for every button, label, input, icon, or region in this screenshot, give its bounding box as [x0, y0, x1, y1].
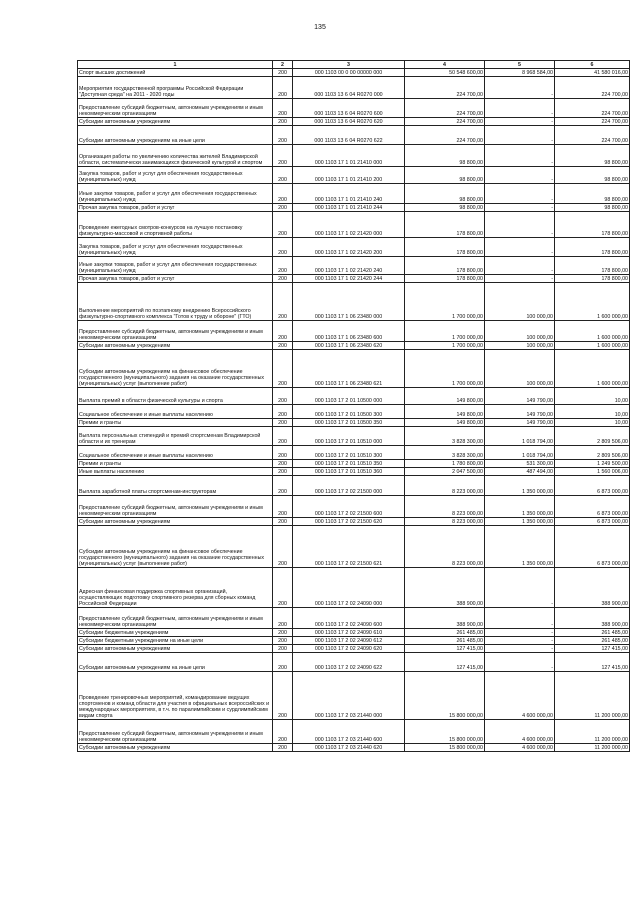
row-approved: 149 800,00 [405, 388, 485, 405]
row-remaining: 388 900,00 [555, 608, 630, 629]
row-executed: 149 790,00 [485, 419, 555, 427]
row-code: 200 [273, 321, 293, 342]
row-code: 200 [273, 446, 293, 460]
row-approved: 127 415,00 [405, 645, 485, 653]
row-approved: 15 800 000,00 [405, 720, 485, 744]
row-name: Иные выплаты населению [78, 468, 273, 476]
row-approved: 1 700 000,00 [405, 342, 485, 350]
table-row [78, 118, 630, 126]
row-kbk: 000 1103 17 2 02 24090 622 [293, 653, 405, 672]
row-name: Иные закупки товаров, работ и услуг для обеспечения государственных (муниципальных) нужд [78, 257, 273, 275]
row-kbk: 000 1103 17 2 03 21440 620 [293, 744, 405, 752]
row-kbk: 000 1103 17 2 01 10510 360 [293, 468, 405, 476]
row-remaining: 1 560 006,00 [555, 468, 630, 476]
table-row [78, 476, 630, 496]
row-executed: 1 018 794,00 [485, 446, 555, 460]
table-row [78, 672, 630, 720]
row-executed: - [485, 275, 555, 283]
row-code: 200 [273, 629, 293, 637]
row-executed: - [485, 167, 555, 184]
row-approved: 1 780 800,00 [405, 460, 485, 468]
row-name: Предоставление субсидий бюджетным, автономным учреждениям и иным некоммерческим организациям [78, 99, 273, 118]
row-approved: 388 900,00 [405, 608, 485, 629]
row-remaining: 224 700,00 [555, 99, 630, 118]
row-kbk: 000 1103 17 1 02 21420 240 [293, 257, 405, 275]
table-row [78, 212, 630, 238]
row-remaining: 98 800,00 [555, 145, 630, 167]
row-approved: 224 700,00 [405, 118, 485, 126]
row-code: 200 [273, 167, 293, 184]
row-remaining: 6 873 000,00 [555, 476, 630, 496]
row-kbk: 000 1103 17 2 01 10500 000 [293, 388, 405, 405]
table-row [78, 637, 630, 645]
row-remaining: 261 485,00 [555, 637, 630, 645]
row-kbk: 000 1103 17 2 03 21440 000 [293, 672, 405, 720]
row-approved: 261 485,00 [405, 637, 485, 645]
row-kbk: 000 1103 17 2 02 21500 620 [293, 518, 405, 526]
row-kbk: 000 1103 17 2 02 24090 610 [293, 629, 405, 637]
row-code: 200 [273, 257, 293, 275]
row-name: Субсидии автономным учреждениям на иные цели [78, 653, 273, 672]
row-name: Предоставление субсидий бюджетным, автономным учреждениям и иным некоммерческим организациям [78, 321, 273, 342]
row-executed: 1 350 000,00 [485, 476, 555, 496]
row-name: Выплата заработной платы спортсменам-инструкторам [78, 476, 273, 496]
row-code: 200 [273, 283, 293, 321]
row-approved: 1 700 000,00 [405, 321, 485, 342]
table-row [78, 405, 630, 419]
row-approved: 8 223 000,00 [405, 518, 485, 526]
row-approved: 178 800,00 [405, 238, 485, 257]
table-row [78, 568, 630, 608]
row-name: Выполнение мероприятий по поэтапному внедрению Всероссийского физкультурно-спортивного комплекса "Готов к труду и обороне" (ГТО) [78, 283, 273, 321]
table-row [78, 468, 630, 476]
table-row [78, 653, 630, 672]
row-code: 200 [273, 568, 293, 608]
row-executed: - [485, 568, 555, 608]
row-executed: 8 968 584,00 [485, 69, 555, 77]
row-remaining: 1 600 000,00 [555, 342, 630, 350]
table-row [78, 321, 630, 342]
row-remaining: 224 700,00 [555, 118, 630, 126]
table-row [78, 350, 630, 388]
row-executed: 100 000,00 [485, 283, 555, 321]
row-approved: 178 800,00 [405, 257, 485, 275]
row-remaining: 6 873 000,00 [555, 518, 630, 526]
row-kbk: 000 1103 17 2 02 21500 600 [293, 496, 405, 518]
row-name: Организация работы по увеличению количества жителей Владимирской области, систематически занимающихся физической культурой и спортом [78, 145, 273, 167]
row-kbk: 000 1103 17 2 02 24090 620 [293, 645, 405, 653]
row-remaining: 1 249 500,00 [555, 460, 630, 468]
row-approved: 3 828 300,00 [405, 446, 485, 460]
row-approved: 388 900,00 [405, 568, 485, 608]
row-code: 200 [273, 388, 293, 405]
row-remaining: 2 809 506,00 [555, 446, 630, 460]
row-approved: 8 223 000,00 [405, 496, 485, 518]
header-cell: 3 [293, 61, 405, 69]
row-approved: 98 800,00 [405, 204, 485, 212]
row-approved: 3 828 300,00 [405, 427, 485, 446]
row-executed: - [485, 257, 555, 275]
budget-table [77, 60, 630, 752]
table-row [78, 608, 630, 629]
row-name: Предоставление субсидий бюджетным, автономным учреждениям и иным некоммерческим организациям [78, 720, 273, 744]
row-approved: 224 700,00 [405, 77, 485, 99]
row-remaining: 10,00 [555, 405, 630, 419]
row-executed: 149 790,00 [485, 405, 555, 419]
table-row [78, 342, 630, 350]
table-row [78, 69, 630, 77]
row-remaining: 178 800,00 [555, 238, 630, 257]
row-name: Проведение тренировочных мероприятий, командирование ведущих спортсменов и команд области для участия в официальных всероссийских и международных мероприятиях, в т.ч. по паралимпийским и сурдлимпийским видам спорта [78, 672, 273, 720]
row-name: Субсидии автономным учреждениям на финансовое обеспечение государственного (муниципального) задания на оказание государственных (муниципальных) услуг (выполнение работ) [78, 350, 273, 388]
row-executed: - [485, 118, 555, 126]
row-name: Мероприятия государственной программы Российской Федерации "Доступная среда" на 2011 - 2020 годы [78, 77, 273, 99]
row-remaining: 11 200 000,00 [555, 744, 630, 752]
table-row [78, 744, 630, 752]
row-approved: 149 800,00 [405, 419, 485, 427]
row-name: Выплата премий в области физической культуры и спорта [78, 388, 273, 405]
row-kbk: 000 1103 17 1 06 23480 620 [293, 342, 405, 350]
table-row [78, 645, 630, 653]
table-row [78, 126, 630, 145]
row-executed: 1 350 000,00 [485, 526, 555, 568]
row-code: 200 [273, 645, 293, 653]
row-remaining: 11 200 000,00 [555, 672, 630, 720]
row-kbk: 000 1103 17 2 02 24090 600 [293, 608, 405, 629]
table-row [78, 145, 630, 167]
row-executed: - [485, 608, 555, 629]
row-code: 200 [273, 427, 293, 446]
row-kbk: 000 1103 13 6 04 R0270 000 [293, 77, 405, 99]
row-kbk: 000 1103 17 2 02 21500 000 [293, 476, 405, 496]
row-kbk: 000 1103 17 1 01 21410 240 [293, 184, 405, 204]
row-code: 200 [273, 460, 293, 468]
row-executed: - [485, 238, 555, 257]
row-code: 200 [273, 653, 293, 672]
row-name: Проведение ежегодных смотров-конкурсов на лучшую постановку физкультурно-массовой и спортивной работы [78, 212, 273, 238]
row-executed: - [485, 99, 555, 118]
header-cell: 2 [273, 61, 293, 69]
row-code: 200 [273, 720, 293, 744]
row-code: 200 [273, 238, 293, 257]
row-executed: 1 350 000,00 [485, 496, 555, 518]
row-approved: 178 800,00 [405, 212, 485, 238]
row-code: 200 [273, 275, 293, 283]
row-code: 200 [273, 405, 293, 419]
row-remaining: 178 800,00 [555, 275, 630, 283]
row-executed: 149 790,00 [485, 388, 555, 405]
row-code: 200 [273, 118, 293, 126]
row-name: Субсидии автономным учреждениям [78, 118, 273, 126]
row-kbk: 000 1103 17 1 02 21420 000 [293, 212, 405, 238]
row-name: Прочая закупка товаров, работ и услуг [78, 204, 273, 212]
row-executed: - [485, 212, 555, 238]
row-kbk: 000 1103 00 0 00 00000 000 [293, 69, 405, 77]
row-approved: 178 800,00 [405, 275, 485, 283]
row-code: 200 [273, 608, 293, 629]
row-name: Субсидии бюджетным учреждениям на иные цели [78, 637, 273, 645]
table-row [78, 77, 630, 99]
table-row [78, 99, 630, 118]
row-approved: 8 223 000,00 [405, 526, 485, 568]
row-name: Прочая закупка товаров, работ и услуг [78, 275, 273, 283]
row-executed: 4 600 000,00 [485, 720, 555, 744]
row-kbk: 000 1103 13 6 04 R0270 600 [293, 99, 405, 118]
table-row [78, 184, 630, 204]
row-code: 200 [273, 672, 293, 720]
table-row [78, 629, 630, 637]
row-kbk: 000 1103 17 2 01 10510 000 [293, 427, 405, 446]
row-kbk: 000 1103 17 2 01 10510 300 [293, 446, 405, 460]
row-remaining: 388 900,00 [555, 568, 630, 608]
row-approved: 224 700,00 [405, 99, 485, 118]
row-code: 200 [273, 126, 293, 145]
row-name: Выплата персональных стипендий и премий спортсменам Владимирской области и их тренерам [78, 427, 273, 446]
row-code: 200 [273, 518, 293, 526]
row-kbk: 000 1103 17 1 02 21420 200 [293, 238, 405, 257]
row-remaining: 127 415,00 [555, 653, 630, 672]
header-cell: 6 [555, 61, 630, 69]
row-approved: 261 485,00 [405, 629, 485, 637]
row-name: Премии и гранты [78, 419, 273, 427]
table-row [78, 526, 630, 568]
table-row [78, 427, 630, 446]
row-code: 200 [273, 204, 293, 212]
row-executed: 1 350 000,00 [485, 518, 555, 526]
row-approved: 98 800,00 [405, 167, 485, 184]
row-kbk: 000 1103 17 2 02 24090 612 [293, 637, 405, 645]
row-approved: 15 800 000,00 [405, 672, 485, 720]
row-code: 200 [273, 99, 293, 118]
row-kbk: 000 1103 17 2 03 21440 600 [293, 720, 405, 744]
table-row [78, 204, 630, 212]
row-code: 200 [273, 350, 293, 388]
row-name: Субсидии автономным учреждениям [78, 645, 273, 653]
row-kbk: 000 1103 17 2 02 21500 621 [293, 526, 405, 568]
row-remaining: 11 200 000,00 [555, 720, 630, 744]
table-row [78, 388, 630, 405]
row-name: Субсидии автономным учреждениям [78, 744, 273, 752]
row-kbk: 000 1103 17 1 01 21410 000 [293, 145, 405, 167]
row-executed: - [485, 653, 555, 672]
row-approved: 98 800,00 [405, 184, 485, 204]
row-executed: - [485, 645, 555, 653]
row-name: Адресная финансовая поддержка спортивных организаций, осуществляющих подготовку спортивного резерва для сборных команд Российской Федерации [78, 568, 273, 608]
table-row [78, 518, 630, 526]
row-approved: 2 047 500,00 [405, 468, 485, 476]
row-name: Закупка товаров, работ и услуг для обеспечения государственных (муниципальных) нужд [78, 238, 273, 257]
row-name: Субсидии автономным учреждениям [78, 342, 273, 350]
row-executed: - [485, 77, 555, 99]
row-executed: 487 494,00 [485, 468, 555, 476]
row-executed: 100 000,00 [485, 342, 555, 350]
row-kbk: 000 1103 17 1 01 21410 244 [293, 204, 405, 212]
table-row [78, 257, 630, 275]
row-code: 200 [273, 145, 293, 167]
row-approved: 98 800,00 [405, 145, 485, 167]
row-executed: 4 600 000,00 [485, 744, 555, 752]
row-executed: 100 000,00 [485, 321, 555, 342]
table-row [78, 238, 630, 257]
row-remaining: 1 600 000,00 [555, 321, 630, 342]
row-code: 200 [273, 342, 293, 350]
row-executed: 531 300,00 [485, 460, 555, 468]
row-executed: 4 600 000,00 [485, 672, 555, 720]
row-name: Иные закупки товаров, работ и услуг для обеспечения государственных (муниципальных) нужд [78, 184, 273, 204]
row-remaining: 98 800,00 [555, 167, 630, 184]
row-name: Социальное обеспечение и иные выплаты населению [78, 405, 273, 419]
row-remaining: 2 809 506,00 [555, 427, 630, 446]
header-cell: 5 [485, 61, 555, 69]
row-approved: 1 700 000,00 [405, 283, 485, 321]
row-approved: 8 223 000,00 [405, 476, 485, 496]
header-cell: 4 [405, 61, 485, 69]
row-executed: - [485, 184, 555, 204]
row-remaining: 1 600 000,00 [555, 283, 630, 321]
row-name: Социальное обеспечение и иные выплаты населению [78, 446, 273, 460]
row-executed: 1 018 794,00 [485, 427, 555, 446]
row-executed: 100 000,00 [485, 350, 555, 388]
row-kbk: 000 1103 17 1 02 21420 244 [293, 275, 405, 283]
row-remaining: 127 415,00 [555, 645, 630, 653]
row-code: 200 [273, 468, 293, 476]
row-remaining: 6 873 000,00 [555, 496, 630, 518]
page-number: 135 [314, 24, 326, 31]
row-executed: - [485, 145, 555, 167]
row-remaining: 41 580 016,00 [555, 69, 630, 77]
row-remaining: 98 800,00 [555, 204, 630, 212]
table-row [78, 446, 630, 460]
table-row [78, 720, 630, 744]
row-code: 200 [273, 212, 293, 238]
row-name: Субсидии автономным учреждениям [78, 518, 273, 526]
table-row [78, 419, 630, 427]
row-remaining: 6 873 000,00 [555, 526, 630, 568]
row-executed: - [485, 629, 555, 637]
row-name: Предоставление субсидий бюджетным, автономным учреждениям и иным некоммерческим организациям [78, 608, 273, 629]
row-approved: 1 700 000,00 [405, 350, 485, 388]
table-row [78, 496, 630, 518]
row-code: 200 [273, 184, 293, 204]
row-kbk: 000 1103 17 2 01 10510 350 [293, 460, 405, 468]
row-name: Премии и гранты [78, 460, 273, 468]
row-executed: - [485, 204, 555, 212]
row-executed: - [485, 126, 555, 145]
row-remaining: 10,00 [555, 419, 630, 427]
row-executed: - [485, 637, 555, 645]
row-name: Закупка товаров, работ и услуг для обеспечения государственных (муниципальных) нужд [78, 167, 273, 184]
row-kbk: 000 1103 13 6 04 R0270 622 [293, 126, 405, 145]
row-approved: 127 415,00 [405, 653, 485, 672]
row-approved: 15 800 000,00 [405, 744, 485, 752]
row-name: Предоставление субсидий бюджетным, автономным учреждениям и иным некоммерческим организациям [78, 496, 273, 518]
row-remaining: 178 800,00 [555, 212, 630, 238]
table-row [78, 275, 630, 283]
row-kbk: 000 1103 17 2 01 10500 300 [293, 405, 405, 419]
row-code: 200 [273, 637, 293, 645]
row-name: Субсидии автономным учреждениям на финансовое обеспечение государственного (муниципального) задания на оказание государственных (муниципальных) услуг (выполнение работ) [78, 526, 273, 568]
row-remaining: 261 485,00 [555, 629, 630, 637]
row-kbk: 000 1103 17 1 06 23480 621 [293, 350, 405, 388]
row-remaining: 224 700,00 [555, 77, 630, 99]
row-name: Субсидии бюджетным учреждениям [78, 629, 273, 637]
row-kbk: 000 1103 17 1 01 21410 200 [293, 167, 405, 184]
row-kbk: 000 1103 13 6 04 R0270 620 [293, 118, 405, 126]
row-code: 200 [273, 744, 293, 752]
header-cell: 1 [78, 61, 273, 69]
row-kbk: 000 1103 17 1 06 23480 600 [293, 321, 405, 342]
row-approved: 50 548 600,00 [405, 69, 485, 77]
row-code: 200 [273, 419, 293, 427]
row-kbk: 000 1103 17 1 06 23480 000 [293, 283, 405, 321]
row-approved: 224 700,00 [405, 126, 485, 145]
row-code: 200 [273, 476, 293, 496]
row-remaining: 178 800,00 [555, 257, 630, 275]
row-code: 200 [273, 69, 293, 77]
row-remaining: 224 700,00 [555, 126, 630, 145]
row-code: 200 [273, 496, 293, 518]
row-remaining: 10,00 [555, 388, 630, 405]
table-row [78, 460, 630, 468]
table-header-row [78, 61, 630, 69]
row-remaining: 98 800,00 [555, 184, 630, 204]
row-kbk: 000 1103 17 2 01 10500 350 [293, 419, 405, 427]
row-remaining: 1 600 000,00 [555, 350, 630, 388]
row-code: 200 [273, 526, 293, 568]
table-row [78, 283, 630, 321]
row-name: Субсидии автономным учреждениям на иные цели [78, 126, 273, 145]
row-code: 200 [273, 77, 293, 99]
row-approved: 149 800,00 [405, 405, 485, 419]
row-kbk: 000 1103 17 2 02 24090 000 [293, 568, 405, 608]
table-row [78, 167, 630, 184]
row-name: Спорт высших достижений [78, 69, 273, 77]
